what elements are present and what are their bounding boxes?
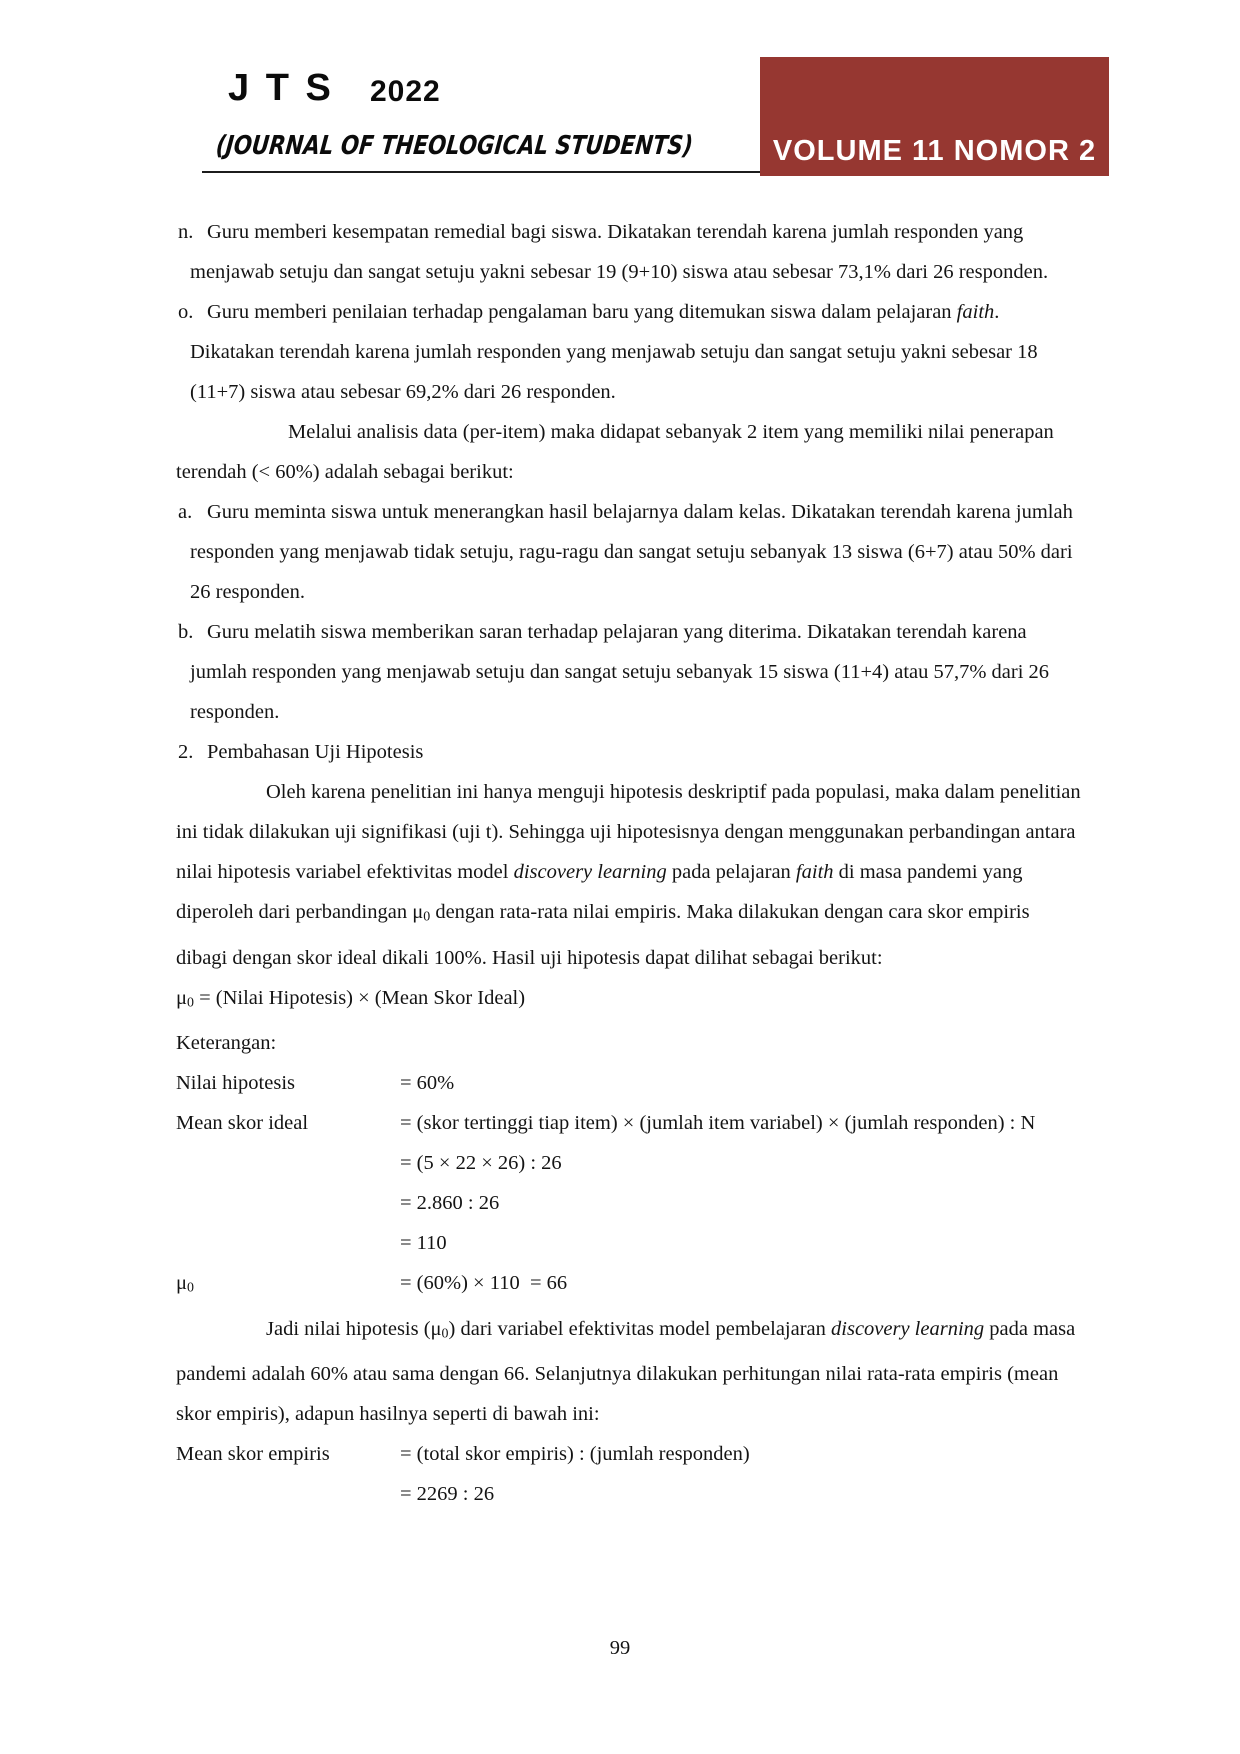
definition-row [176,1434,1085,1474]
definition-label [176,1143,400,1183]
definition-value: = (total skor empiris) : (jumlah responden) [400,1443,750,1465]
definition-value: = 60% [400,1072,455,1094]
list-item-text: Guru melatih siswa memberikan saran terhadap pelajaran yang diterima. Dikatakan terendah karena jumlah responden yang menjawab setuju dan sangat setuju sebanyak 15 siswa (11+4) atau 57,7% dari 26 responden. [190,621,1050,723]
definition-label: μ0 [176,1272,194,1296]
list-item-text: Guru memberi kesempatan remedial bagi siswa. Dikatakan terendah karena jumlah responden yang menjawab setuju dan sangat setuju yakni sebesar 19 (9+10) siswa atau sebesar 73,1% dari 26 responden. [190,221,1049,283]
list-marker: o. [178,301,194,323]
keterangan-label: Keterangan: [176,1032,277,1054]
formula-mu0: μ0 = (Nilai Hipotesis) × (Mean Skor Ideal) [176,986,526,1010]
definition-value: = 2.860 : 26 [400,1192,500,1214]
definition-label: Nilai hipotesis [176,1072,296,1094]
definition-value: = 110 [400,1232,447,1254]
section-title: Pembahasan Uji Hipotesis [207,741,424,763]
definition-label: Mean skor empiris [176,1443,330,1465]
definition-row [176,1103,1085,1143]
journal-abbreviation: J T S [228,67,334,109]
definition-label [176,1223,400,1263]
section-heading-pembahasan-uji-hipotesis [176,732,1085,772]
definition-value: = (60%) × 110 = 66 [400,1272,568,1294]
page-number: 99 [609,1637,631,1659]
list-marker: a. [178,501,193,523]
definition-value: = (5 × 22 × 26) : 26 [400,1152,562,1174]
definition-row [176,1474,1085,1514]
section-number: 2. [178,741,194,763]
definition-value: = 2269 : 26 [400,1483,495,1505]
page-header [0,0,1240,180]
paragraph-uji-hipotesis: Oleh karena penelitian ini hanya menguji hipotesis deskriptif pada populasi, maka dalam penelitian ini tidak dilakukan uji signifikasi (uji t). Sehingga uji hipotesisnya dengan menggunakan perbandingan antara nilai hipotesis variabel efektivitas model discovery learning pada pelajaran faith di masa pandemi yang diperoleh dari perbandingan μ0 dengan rata-rata nilai empiris. Maka dilakukan dengan cara skor empiris dibagi dengan skor ideal dikali 100%. Hasil uji hipotesis dapat dilihat sebagai berikut: [176,781,1081,969]
header-rule [202,171,760,173]
definition-label [176,1474,400,1514]
definition-label: Mean skor ideal [176,1112,309,1134]
list-item-b [176,612,1085,732]
volume-badge-label: VOLUME 11 NOMOR 2 [772,135,1097,167]
paragraph-jadi-nilai-hipotesis: Jadi nilai hipotesis (μ0) dari variabel efektivitas model pembelajaran discovery learning pada masa pandemi adalah 60% atau sama dengan 66. Selanjutnya dilakukan perhitungan nilai rata-rata empiris (mean skor empiris), adapun hasilnya seperti di bawah ini: [176,1317,1076,1425]
journal-name: (JOURNAL OF THEOLOGICAL STUDENTS) [214,131,695,161]
definition-row [176,1143,1085,1183]
definition-row [176,1183,1085,1223]
definition-row [176,1263,1085,1309]
volume-badge [760,57,1109,176]
definition-row [176,1063,1085,1103]
list-item-a [176,492,1085,612]
list-item-text: Guru meminta siswa untuk menerangkan hasil belajarnya dalam kelas. Dikatakan terendah karena jumlah responden yang menjawab tidak setuju, ragu-ragu dan sangat setuju sebanyak 13 siswa (6+7) atau 50% dari 26 responden. [190,501,1073,603]
list-marker: n. [178,221,194,243]
journal-year: 2022 [370,75,441,108]
definition-label [176,1183,400,1223]
definition-value: = (skor tertinggi tiap item) × (jumlah item variabel) × (jumlah responden) : N [400,1112,1036,1134]
page-content [176,212,1085,1514]
list-item-text: Guru memberi penilaian terhadap pengalaman baru yang ditemukan siswa dalam pelajaran faith. Dikatakan terendah karena jumlah responden yang menjawab setuju dan sangat setuju yakni sebesar 18 (11+7) siswa atau sebesar 69,2% dari 26 responden. [190,301,1038,403]
definition-row [176,1223,1085,1263]
list-marker: b. [178,621,194,643]
list-item-o [176,292,1085,412]
paragraph-melalui: Melalui analisis data (per-item) maka didapat sebanyak 2 item yang memiliki nilai penerapan terendah (< 60%) adalah sebagai berikut: [176,421,1054,483]
list-item-n [176,212,1085,292]
